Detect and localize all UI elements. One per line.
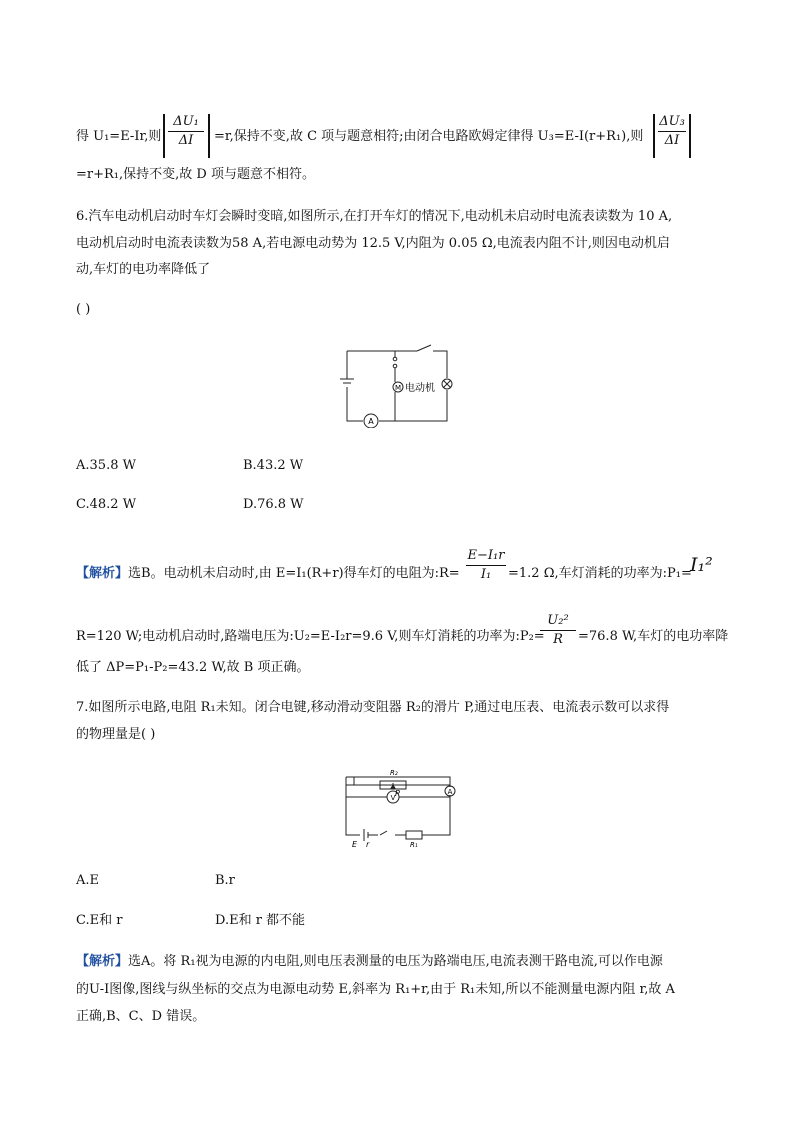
q6-stem-line-3: 动,车灯的电功率降低了 [76, 262, 211, 277]
current-squared: I₁² [690, 554, 713, 576]
q6-option-d: D.76.8 W [243, 497, 304, 512]
motor-symbol: M [394, 384, 402, 392]
q7-circuit-diagram [340, 765, 460, 850]
q6-analysis-line-3: 低了 ΔP=P₁-P₂=43.2 W,故 B 项正确。 [76, 660, 310, 675]
q7-analysis-line-3: 正确,B、C、D 错误。 [76, 1009, 206, 1024]
q7-option-b: B.r [215, 873, 235, 888]
analysis-tag: 【解析】 [76, 954, 129, 969]
q7-analysis-line-2: 的U-I图像,图线与纵坐标的交点为电源电动势 E,斜率为 R₁+r,由于 R₁未知,所以不能测量电源内阻 r,故 A [76, 982, 675, 997]
fraction-denominator: ΔI [178, 133, 194, 148]
q6-option-c: C.48.2 W [76, 497, 137, 512]
fraction-dU1-dI [168, 114, 204, 149]
q7-option-a: A.E [76, 873, 100, 888]
ammeter-symbol: A [368, 417, 374, 426]
motor-label: 电动机 [405, 383, 435, 394]
fraction-denominator: ΔI [664, 133, 680, 148]
q7-option-c: C.E和 r [76, 913, 123, 928]
label-e: E [352, 840, 358, 849]
q6-circuit-diagram [335, 343, 460, 428]
fraction-numerator: ΔU₁ [173, 114, 199, 129]
label-p: P [395, 789, 400, 798]
q6-stem-line-1: 6.汽车电动机启动时车灯会瞬时变暗,如图所示,在打开车灯的情况下,电动机未启动时电流表读数为 10 A, [76, 209, 673, 224]
prev-line-2: =r+R₁,保持不变,故 D 项与题意不相符。 [76, 167, 315, 182]
q7-stem-line-1: 7.如图所示电路,电阻 R₁未知。闭合电键,移动滑动变阻器 R₂的滑片 P,通过电压表、电流表示数可以求得 [76, 700, 670, 715]
abs-bar-right-2 [689, 114, 691, 158]
label-r2: R₂ [390, 769, 398, 777]
fraction-dU3-dI [658, 114, 686, 149]
abs-bar-left-1 [163, 114, 165, 158]
voltmeter-symbol: V [390, 794, 396, 802]
ammeter-symbol: A [447, 788, 453, 796]
q6-stem-line-2: 电动机启动时电流表读数为58 A,若电源电动势为 12.5 V,内阻为 0.05 Ω,电流表内阻不计,则因电动机启 [76, 236, 670, 251]
label-r: r [366, 840, 370, 849]
q6-option-b: B.43.2 W [243, 458, 304, 473]
prev-line-1b: =r,保持不变,故 C 项与题意相符;由闭合电路欧姆定律得 U₃=E-I(r+R₁),则 [214, 129, 644, 144]
analysis-tag: 【解析】 [76, 566, 129, 581]
q6-answer-paren: ( ) [76, 302, 91, 317]
q7-option-d: D.E和 r 都不能 [215, 913, 306, 928]
fraction-resistance: E−I₁r I₁ [467, 548, 505, 582]
fraction-power: U₂² R [540, 613, 576, 648]
q6-option-a: A.35.8 W [76, 458, 136, 473]
prev-line-1a: 得 U₁=E-Ir,则 [76, 129, 162, 144]
fraction-numerator: ΔU₃ [659, 114, 685, 129]
abs-bar-right-1 [208, 114, 210, 158]
q6-analysis-line-2b: =76.8 W,车灯的电功率降 [578, 629, 729, 644]
abs-bar-left-2 [653, 114, 655, 158]
q6-analysis-line-1: 【解析】选B。电动机未启动时,由 E=I₁(R+r)得车灯的电阻为:R= [76, 566, 460, 581]
q7-analysis-line-1: 【解析】选A。将 R₁视为电源的内电阻,则电压表测量的电压为路端电压,电流表测干路电流,可以作电源 [76, 954, 663, 969]
q6-analysis-line-1b: =1.2 Ω,车灯消耗的功率为:P₁= [508, 566, 692, 581]
q7-stem-line-2: 的物理量是( ) [76, 727, 156, 742]
label-r1: R₁ [410, 841, 418, 849]
q6-analysis-line-2a: R=120 W;电动机启动时,路端电压为:U₂=E-I₂r=9.6 V,则车灯消耗的功率为:P₂= [76, 629, 545, 644]
